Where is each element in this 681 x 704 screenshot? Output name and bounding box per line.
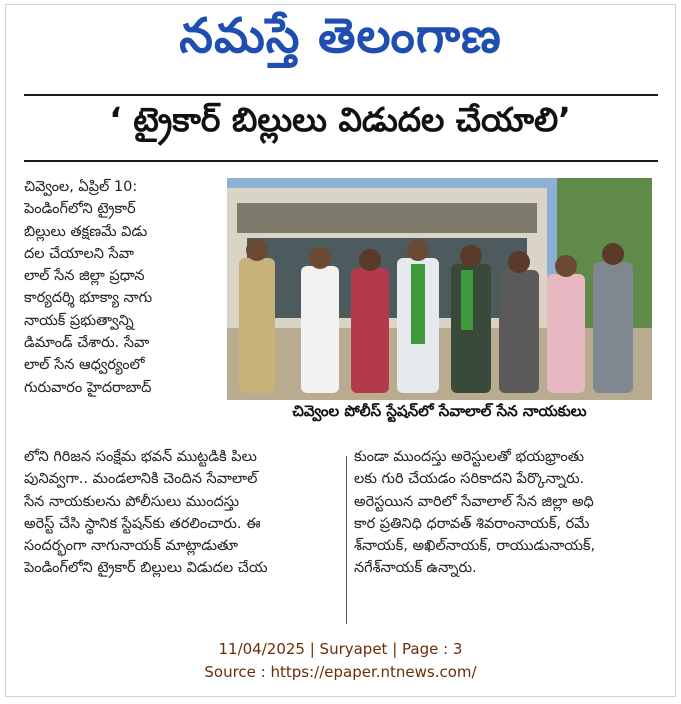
left-column-line: దల చేయాలని సేవా [24,245,134,262]
left-bottom-line: సందర్భంగా నాగునాయక్ మాట్లాడుతూ [24,538,238,555]
right-bottom-column [354,446,660,580]
left-bottom-line: సేన నాయకులను పోలీసులు ముందస్తు [24,493,239,510]
masthead-rule [24,94,658,96]
footer-source: Source : https://epaper.ntnews.com/ [204,663,477,681]
left-bottom-line: పునివ్వగా.. మండలానికి చెందిన సేవాలాల్ [24,471,258,488]
left-column-line: బిల్లులు తక్షణమే విడు [24,223,148,240]
masthead-logo: నమస్తే తెలంగాణ [179,8,502,64]
photo-caption: చివ్వెంల పోలీస్ స్టేషన్‌లో సేవాలాల్ సేన నాయకులు [292,402,587,420]
left-column-line: గురువారం హైదరాబాద్ [24,379,152,396]
left-bottom-line: పెండింగ్‌లోని ట్రైకార్ బిల్లులు విడుదల చేయ [24,560,268,577]
right-bottom-line: కుండా ముందస్తు అరెస్టులతో భయభ్రాంతు [354,449,585,465]
left-column-line: చివ్వెంల, ఏప్రిల్ 10: [24,179,138,195]
right-bottom-line: అరెస్టయిన వారిలో సేవాలాల్ సేన జిల్లా అధి [354,493,594,510]
left-bottom-line: అరెస్ట్ చేసి స్థానిక స్టేషన్‌కు తరలించారు. ఈ [24,515,261,532]
footer-date-edition: 11/04/2025 | Suryapet | Page : 3 [218,640,463,658]
left-column-line: నాయక్ ప్రభుత్వాన్ని [24,312,134,329]
left-column-line: పెండింగ్‌లోని ట్రైకార్ [24,201,136,218]
right-bottom-line: లకు గురి చేయడం సరికాదని పేర్కొన్నారు. [354,471,585,488]
column-divider [346,456,347,624]
right-bottom-line: కార ప్రతినిధి ధరావత్ శివరాంనాయక్, రమే [354,515,590,532]
news-photo [227,178,652,400]
left-column-line: లాల్ సేన జిల్లా ప్రధాన [24,268,145,285]
right-bottom-line: శ్‌నాయక్, అఖిల్‌నాయక్, రాయుడునాయక్, [354,538,596,555]
headline: ‘ ట్రైకార్ బిల్లులు విడుదల చేయాలి’ [109,100,571,139]
left-column-line: డిమాండ్ చేశారు. సేవా [24,335,150,352]
left-bottom-line: లోని గిరిజన సంక్షేమ భవన్ ముట్టడికి పిలు [24,449,257,465]
right-bottom-line: నగేశ్‌నాయక్ ఉన్నారు. [354,560,477,577]
headline-rule [24,160,658,162]
news-photo-illustration [227,178,652,400]
left-bottom-column [24,446,342,580]
left-column-line: కార్యదర్శి భూక్యా నాగు [24,290,153,307]
left-column-line: లాల్ సేన ఆధ్వర్యంలో [24,357,145,374]
left-column [24,176,222,399]
